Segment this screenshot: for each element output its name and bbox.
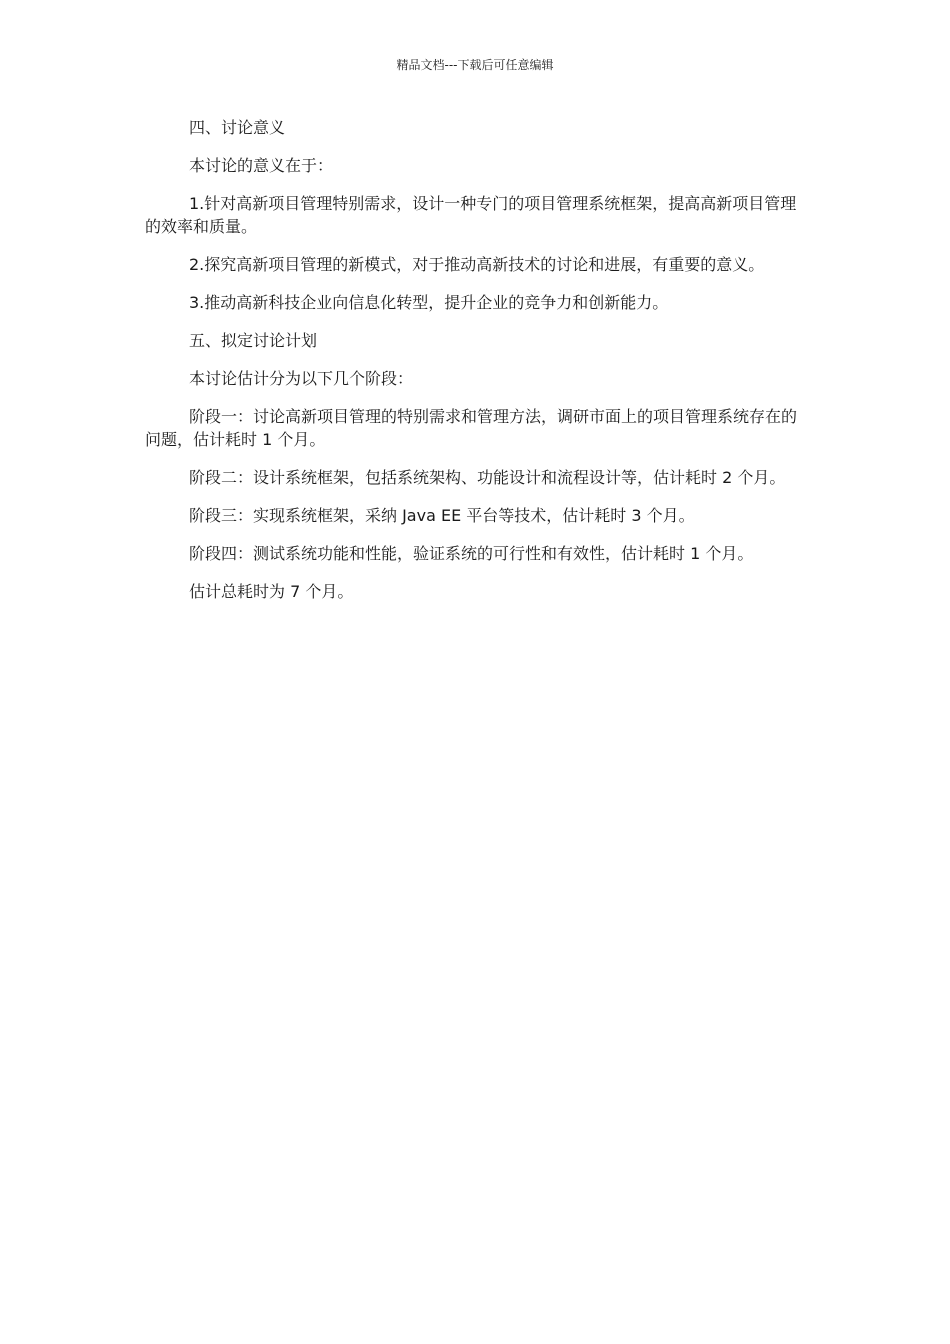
page-header: 精品文档---下载后可任意编辑 bbox=[396, 58, 554, 72]
section-heading-plan: 五、拟定讨论计划 bbox=[189, 331, 318, 350]
paragraph-plan-total: 估计总耗时为 7 个月。 bbox=[189, 582, 354, 601]
paragraph-significance-item-3: 3.推动高新科技企业向信息化转型，提升企业的竞争力和创新能力。 bbox=[189, 293, 669, 312]
paragraph-plan-stage-2: 阶段二：设计系统框架，包括系统架构、功能设计和流程设计等，估计耗时 2 个月。 bbox=[189, 468, 786, 487]
paragraph-plan-stage-4: 阶段四：测试系统功能和性能，验证系统的可行性和有效性，估计耗时 1 个月。 bbox=[189, 544, 754, 563]
paragraph-significance-item-1: 1.针对高新项目管理特别需求，设计一种专门的项目管理系统框架，提高高新项目管理的效率和质量。 bbox=[145, 194, 797, 236]
paragraph-plan-stage-3: 阶段三：实现系统框架，采纳 Java EE 平台等技术，估计耗时 3 个月。 bbox=[189, 506, 695, 525]
section-heading-significance: 四、讨论意义 bbox=[189, 118, 286, 137]
paragraph-significance-intro: 本讨论的意义在于： bbox=[189, 156, 334, 175]
paragraph-plan-stage-1: 阶段一：讨论高新项目管理的特别需求和管理方法，调研市面上的项目管理系统存在的问题，估计耗时 1 个月。 bbox=[145, 407, 798, 449]
document-body bbox=[145, 116, 809, 618]
paragraph-plan-intro: 本讨论估计分为以下几个阶段： bbox=[189, 369, 414, 388]
paragraph-significance-item-2: 2.探究高新项目管理的新模式，对于推动高新技术的讨论和进展，有重要的意义。 bbox=[189, 255, 765, 274]
